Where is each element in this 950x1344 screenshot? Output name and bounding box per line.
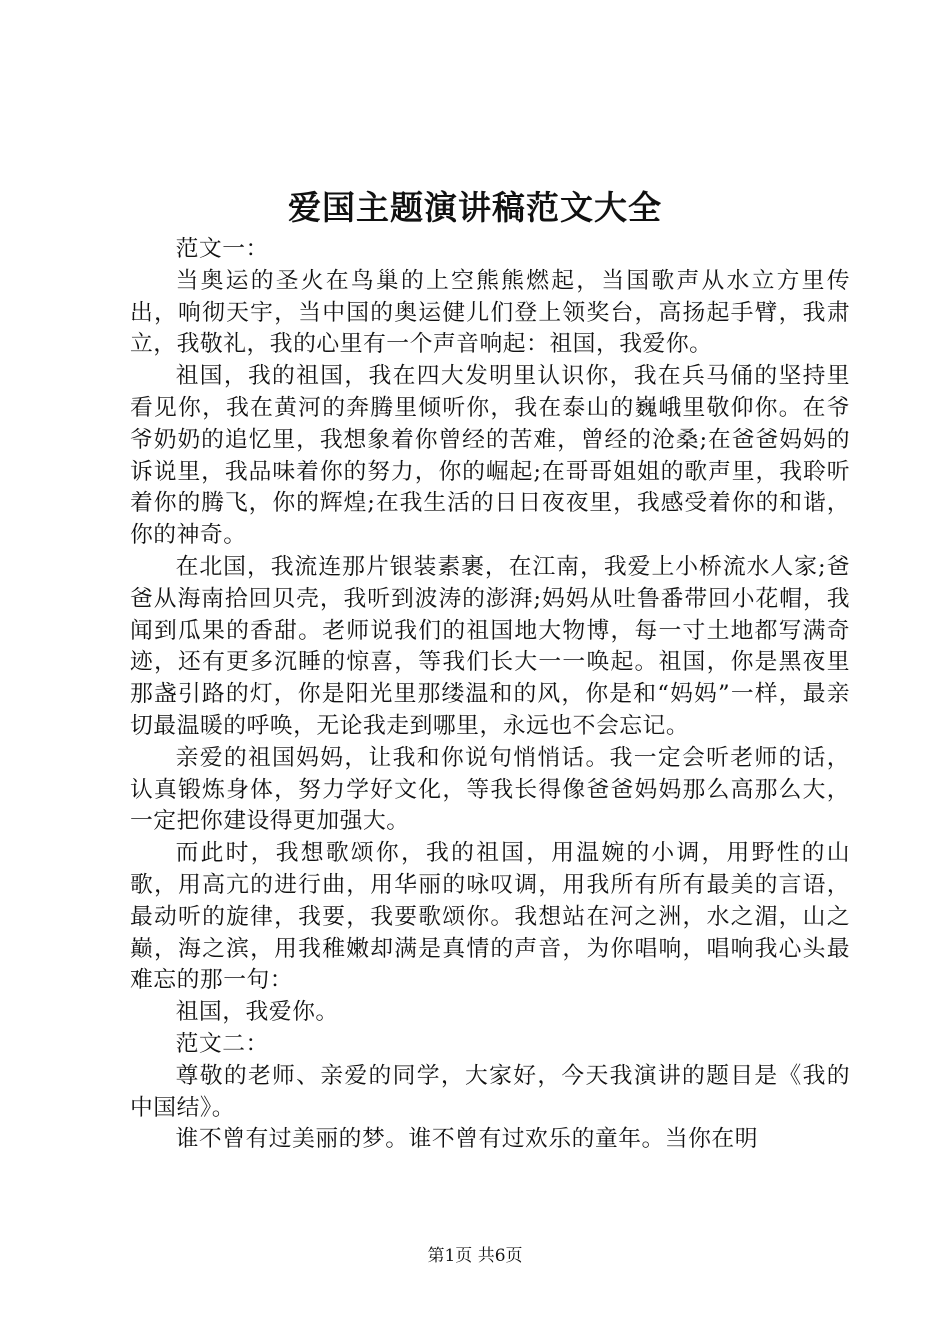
page-footer: 第1页 共6页 [427,1246,523,1266]
paragraph: 亲爱的祖国妈妈，让我和你说句悄悄话。我一定会听老师的话，认真锻炼身体，努力学好文化，等我长得像爸爸妈妈那么高那么大，一定把你建设得更加强大。 [130,744,850,835]
paragraph: 而此时，我想歌颂你，我的祖国，用温婉的小调，用野性的山歌，用高亢的进行曲，用华丽的咏叹调，用我所有所有最美的言语，最动听的旋律，我要，我要歌颂你。我想站在河之洲，水之湄，山之巅，海之滨，用我稚嫩却满是真情的声音，为你唱响，唱响我心头最难忘的那一句： [130,840,850,994]
document-body [130,234,850,1156]
paragraph: 尊敬的老师、亲爱的同学，大家好，今天我演讲的题目是《我的中国结》。 [130,1062,850,1121]
paragraph: 祖国，我爱你。 [175,999,339,1026]
paragraph-section-label-1: 范文一： [175,236,269,262]
paragraph: 当奥运的圣火在鸟巢的上空熊熊燃起，当国歌声从水立方里传出，响彻天宇，当中国的奥运健儿们登上领奖台，高扬起手臂，我肃立，我敬礼，我的心里有一个声音响起：祖国，我爱你。 [130,267,850,358]
paragraph: 祖国，我的祖国，我在四大发明里认识你，我在兵马俑的坚持里看见你，我在黄河的奔腾里倾听你，我在泰山的巍峨里敬仰你。在爷爷奶奶的追忆里，我想象着你曾经的苦难，曾经的沧桑;在爸爸妈妈的诉说里，我品味着你的努力，你的崛起;在哥哥姐姐的歌声里，我聆听着你的腾飞，你的辉煌;在我生活的日日夜夜里，我感受着你的和谐，你的神奇。 [130,363,850,549]
document-title: 爱国主题演讲稿范文大全 [288,188,662,227]
paragraph: 在北国，我流连那片银装素裹，在江南，我爱上小桥流水人家;爸爸从海南拾回贝壳，我听到波涛的澎湃;妈妈从吐鲁番带回小花帽，我闻到瓜果的香甜。老师说我们的祖国地大物博，每一寸土地都写满奇迹，还有更多沉睡的惊喜，等我们长大一一唤起。祖国，你是黑夜里那盏引路的灯，你是阳光里那缕温和的风，你是和“妈妈”一样，最亲切最温暖的呼唤，无论我走到哪里，永远也不会忘记。 [130,553,850,739]
paragraph-section-label-2: 范文二： [175,1030,269,1057]
paragraph: 谁不曾有过美丽的梦。谁不曾有过欢乐的童年。当你在明 [175,1126,759,1153]
